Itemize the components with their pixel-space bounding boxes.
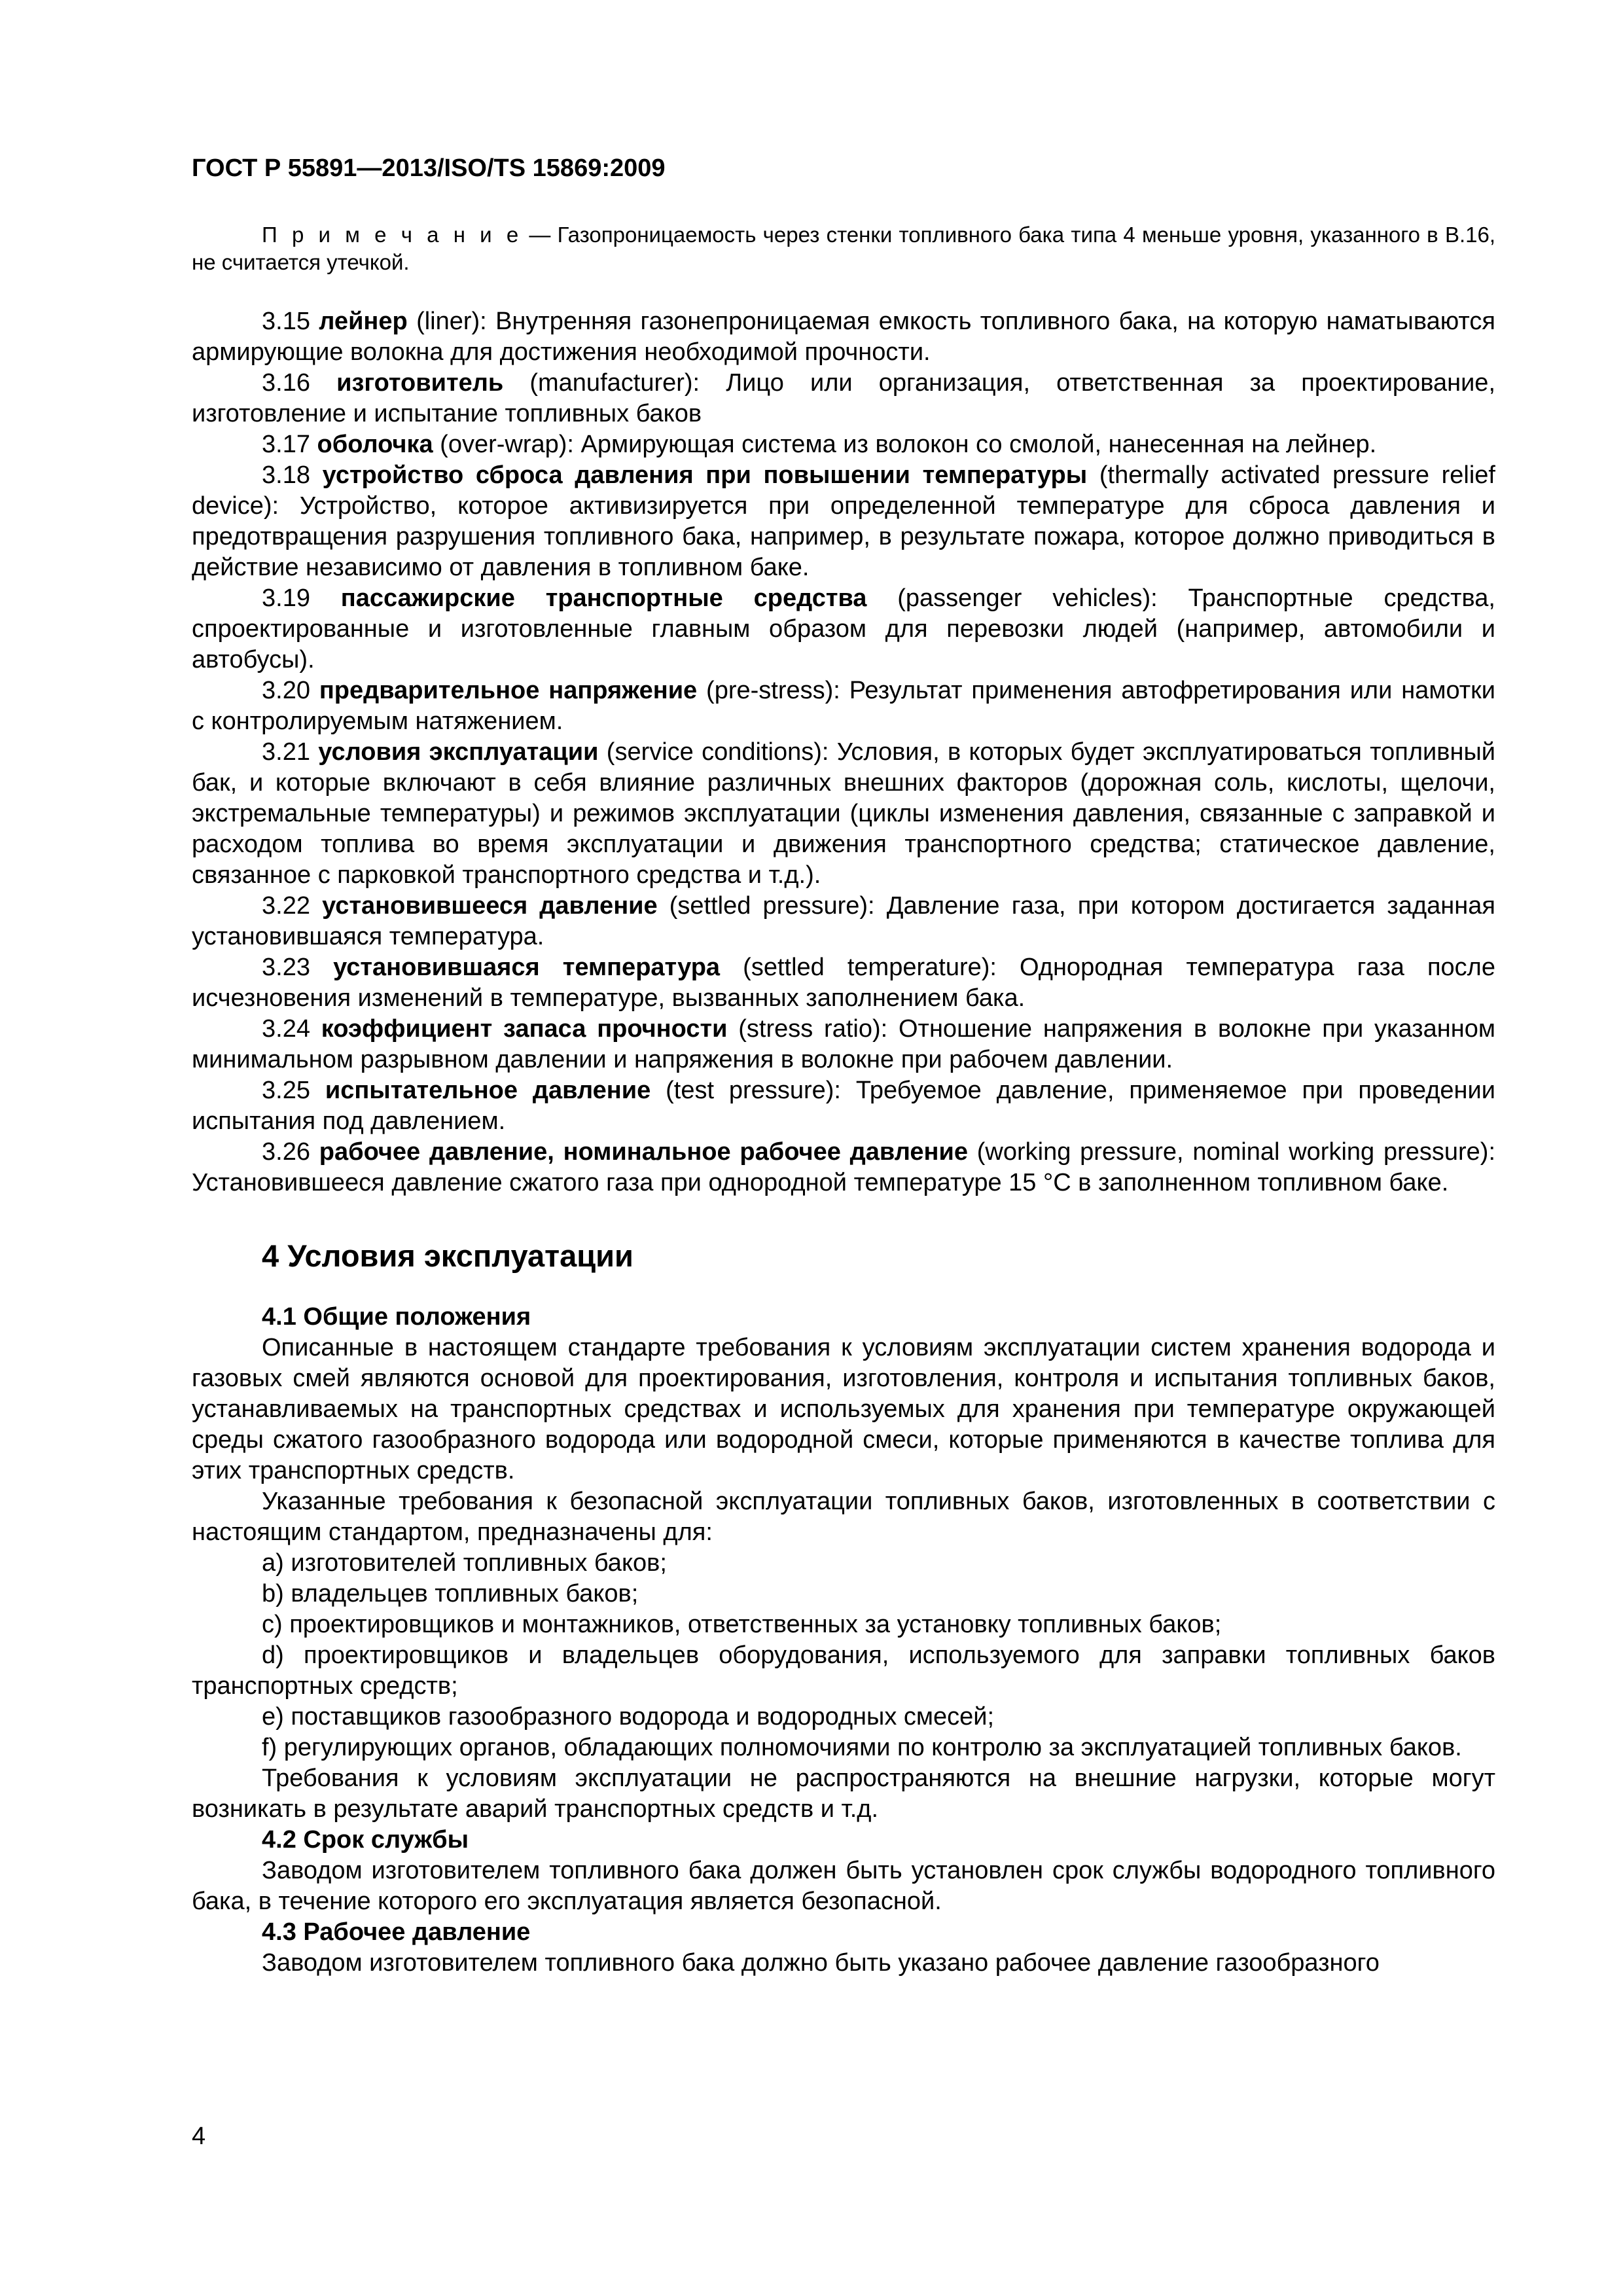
note-paragraph (192, 221, 1495, 276)
subsection-heading-4-1: 4.1 Общие положения (262, 1303, 531, 1331)
paragraph: Заводом изготовителем топливного бака должен быть установлен срок службы водородного топливного бака, в течение которого его эксплуатация является безопасной. (192, 1857, 1495, 1915)
term-3-26 (192, 1137, 1495, 1198)
list-item: b) владельцев топливных баков; (262, 1580, 639, 1607)
term-3-20 (192, 675, 1495, 737)
note-text: — Газопроницаемость через стенки топливного бака типа 4 меньше уровня, указанного в В.16, не считается утечкой. (192, 223, 1495, 274)
term-3-25 (192, 1075, 1495, 1137)
note-label: П р и м е ч а н и е (262, 223, 523, 247)
term-3-15 (192, 306, 1495, 368)
term-name: установившаяся температура (333, 954, 721, 981)
term-number: 3.25 (262, 1077, 325, 1104)
paragraph: Требования к условиям эксплуатации не распространяются на внешние нагрузки, которые могут возникать в результате аварий транспортных средств и т.д. (192, 1765, 1495, 1823)
term-name: устройство сброса давления при повышении температуры (322, 461, 1088, 489)
page-content (192, 221, 1495, 1979)
term-3-19 (192, 583, 1495, 675)
term-3-16 (192, 368, 1495, 429)
term-definition: (over-wrap): Армирующая система из волокон со смолой, нанесенная на лейнер. (433, 431, 1377, 458)
term-name: рабочее давление, номинальное рабочее давление (319, 1138, 968, 1166)
list-item: c) проектировщиков и монтажников, ответственных за установку топливных баков; (262, 1611, 1222, 1638)
subsection-heading-4-3: 4.3 Рабочее давление (262, 1918, 531, 1946)
term-definition: (thermally activated pressure relief device): Устройство, которое активизируется при определенной температуре для сброса давления и предотвращения разрушения топливного бака, например, в результате пожара, которое должно приводиться в действие независимо от давления в топливном баке. (192, 461, 1495, 581)
term-definition: (manufacturer): Лицо или организация, ответственная за проектирование, изготовление и испытание топливных баков (192, 369, 1495, 427)
list-item: e) поставщиков газообразного водорода и водородных смесей; (262, 1703, 995, 1731)
term-number: 3.22 (262, 892, 323, 920)
subsection-heading-4-2: 4.2 Срок службы (262, 1826, 469, 1854)
term-number: 3.23 (262, 954, 334, 981)
term-number: 3.20 (262, 677, 319, 704)
term-3-21 (192, 737, 1495, 891)
term-number: 3.15 (262, 308, 319, 335)
list-item: d) проектировщиков и владельцев оборудования, используемого для заправки топливных баков транспортных средств; (192, 1641, 1495, 1700)
term-name: испытательное давление (325, 1077, 651, 1104)
term-number: 3.18 (262, 461, 323, 489)
document-header: ГОСТ Р 55891—2013/ISO/TS 15869:2009 (192, 154, 666, 182)
term-definition: (passenger vehicles): Транспортные средства, спроектированные и изготовленные главным образом для перевозки людей (например, автомобили и автобусы). (192, 584, 1495, 673)
term-name: установившееся давление (322, 892, 658, 920)
page-number: 4 (192, 2123, 206, 2150)
term-3-22 (192, 891, 1495, 952)
term-name: оболочка (317, 431, 433, 458)
term-definition: (working pressure, nominal working pressure): Установившееся давление сжатого газа при однородной температуре 15 °С в заполненном топливном баке. (192, 1138, 1495, 1196)
term-definition: (service conditions): Условия, в которых будет эксплуатироваться топливный бак, и которые включают в себя влияние различных внешних факторов (дорожная соль, кислоты, щелочи, экстремальные температуры) и режимов эксплуатации (циклы изменения давления, связанные с заправкой и расходом топлива во время эксплуатации и движения транспортного средства; статическое давление, связанное с парковкой транспортного средства и т.д.). (192, 738, 1495, 889)
term-definition: (settled temperature): Однородная температура газа после исчезновения изменений в температуре, вызванных заполнением бака. (192, 954, 1495, 1012)
term-name: изготовитель (336, 369, 504, 397)
term-3-17 (192, 429, 1495, 460)
paragraph: Указанные требования к безопасной эксплуатации топливных баков, изготовленных в соответствии с настоящим стандартом, предназначены для: (192, 1488, 1495, 1546)
term-3-18 (192, 460, 1495, 583)
term-definition: (pre-stress): Результат применения автофретирования или намотки с контролируемым натяжением. (192, 677, 1495, 735)
term-3-23 (192, 952, 1495, 1014)
term-name: коэффициент запаса прочности (321, 1015, 728, 1043)
term-number: 3.26 (262, 1138, 319, 1166)
section-title: 4 Условия эксплуатации (262, 1238, 633, 1273)
term-name: лейнер (319, 308, 408, 335)
term-definition: (liner): Внутренняя газонепроницаемая емкость топливного бака, на которую наматываются армирующие волокна для достижения необходимой прочности. (192, 308, 1495, 366)
term-number: 3.19 (262, 584, 341, 612)
paragraph: Описанные в настоящем стандарте требования к условиям эксплуатации систем хранения водорода и газовых смей являются основой для проектирования, изготовления, контроля и испытания топливных баков, устанавливаемых на транспортных средствах и используемых для хранения при температуре окружающей среды сжатого газообразного водорода или водородной смеси, которые применяются в качестве топлива для этих транспортных средств. (192, 1334, 1495, 1484)
term-number: 3.21 (262, 738, 319, 766)
term-name: условия эксплуатации (318, 738, 599, 766)
paragraph: Заводом изготовителем топливного бака должно быть указано рабочее давление газообразного (262, 1949, 1380, 1977)
requirements-list (192, 1548, 1495, 1763)
term-number: 3.16 (262, 369, 337, 397)
term-3-24 (192, 1014, 1495, 1075)
term-name: предварительное напряжение (319, 677, 698, 704)
list-item: a) изготовителей топливных баков; (262, 1549, 667, 1577)
term-definition: (stress ratio): Отношение напряжения в волокне при указанном минимальном разрывном давлении и напряжения в волокне при рабочем давлении. (192, 1015, 1495, 1073)
list-item: f) регулирующих органов, обладающих полномочиями по контролю за эксплуатацией топливных баков. (262, 1734, 1462, 1761)
term-number: 3.17 (262, 431, 317, 458)
term-number: 3.24 (262, 1015, 321, 1043)
term-definition: (test pressure): Требуемое давление, применяемое при проведении испытания под давлением. (192, 1077, 1496, 1135)
term-definition: (settled pressure): Давление газа, при котором достигается заданная установившаяся температура. (192, 892, 1495, 950)
term-name: пассажирские транспортные средства (340, 584, 867, 612)
